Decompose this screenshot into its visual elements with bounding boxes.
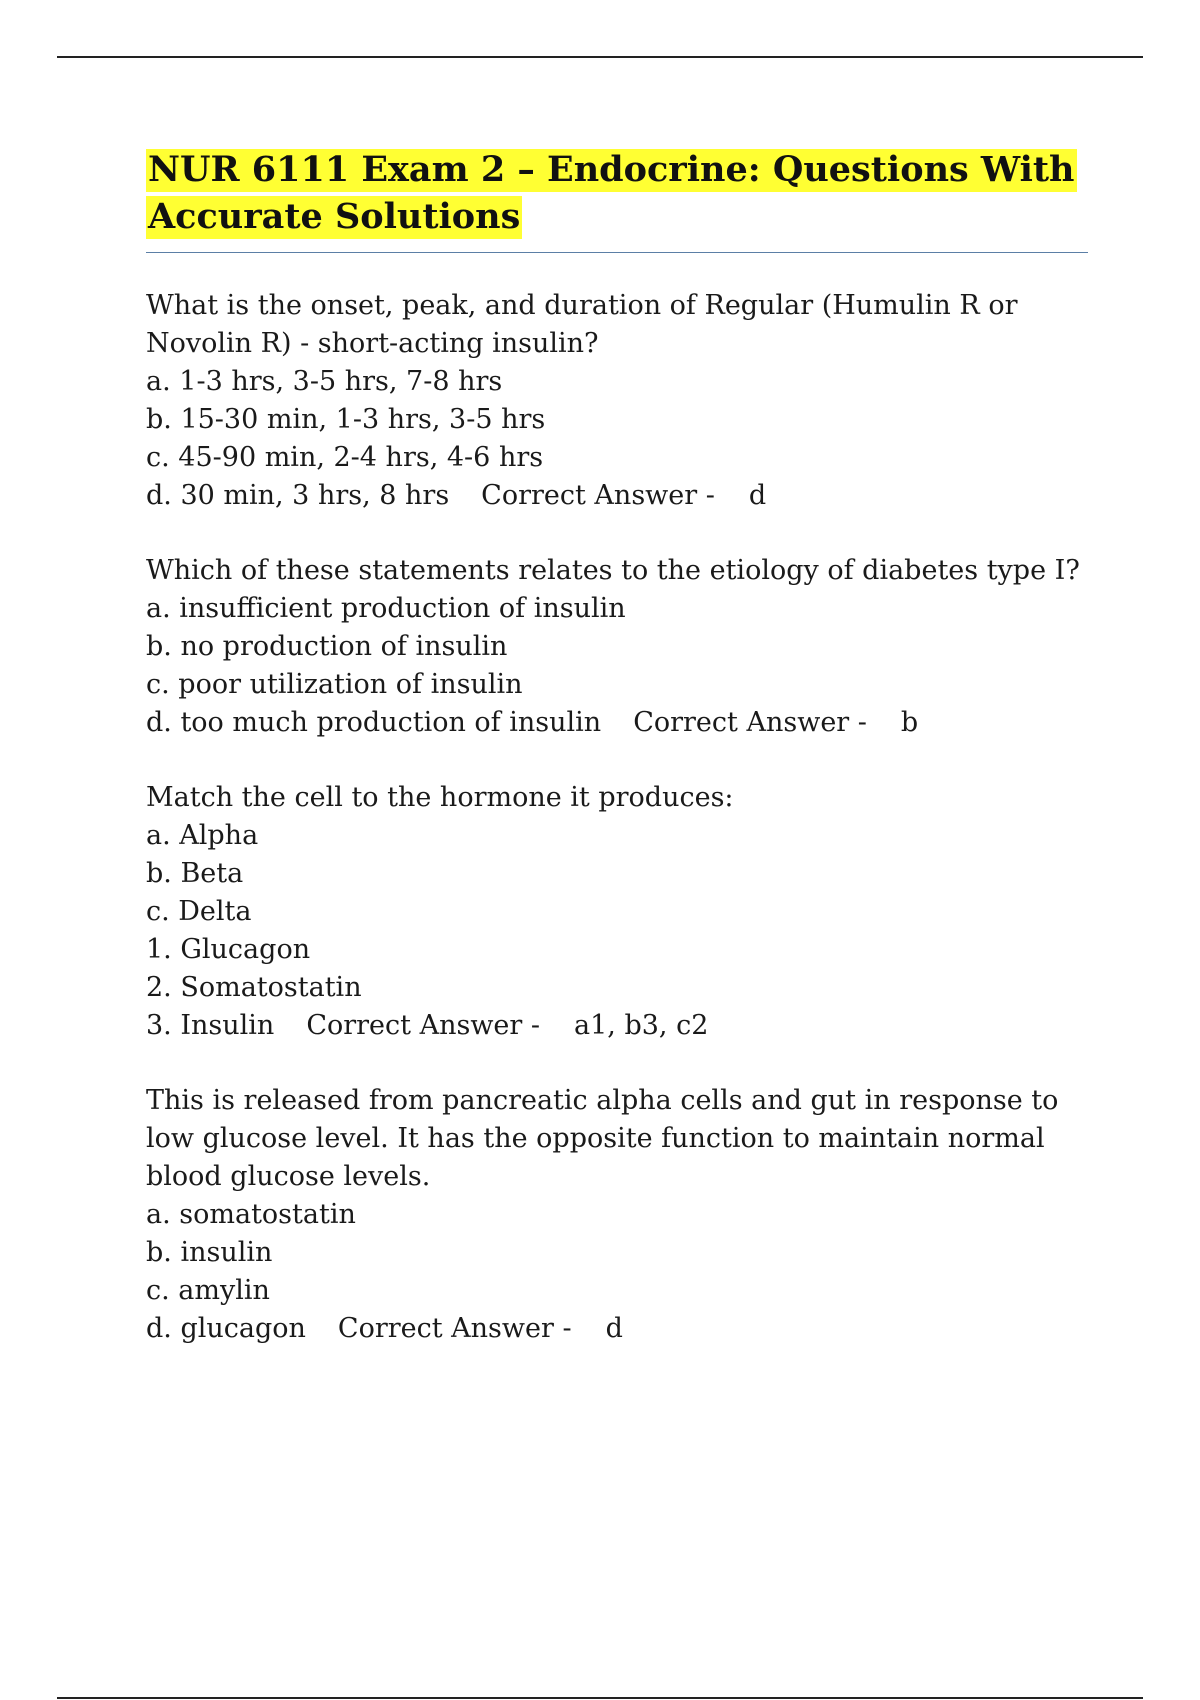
question-4-option-c: c. amylin (146, 1275, 270, 1306)
question-4-answer-label: Correct Answer - (337, 1313, 572, 1344)
question-2-text-line-1: Which of these statements relates to the etiology of diabetes type I? (146, 555, 1080, 586)
question-1-option-b: b. 15-30 min, 1-3 hrs, 3-5 hrs (146, 404, 546, 435)
question-2-answer-label: Correct Answer - (633, 707, 867, 738)
question-4-answer-value: d (605, 1313, 623, 1344)
question-2-option-d-line (146, 704, 1088, 742)
question-1-option-d-line (146, 477, 1088, 515)
question-1-option-a: a. 1-3 hrs, 3-5 hrs, 7-8 hrs (146, 366, 503, 397)
question-1-text-line-1: What is the onset, peak, and duration of Regular (Humulin R or (146, 290, 1018, 321)
question-3-option-1: 1. Glucagon (146, 934, 311, 965)
question-2-option-d: d. too much production of insulin (146, 707, 602, 738)
question-3-option-b: b. Beta (146, 858, 244, 889)
question-4-text-line-1: This is released from pancreatic alpha cells and gut in response to (146, 1085, 1059, 1116)
question-4-option-d-line (146, 1310, 1088, 1348)
question-3-answer-label: Correct Answer - (306, 1010, 541, 1041)
question-4-text-line-3: blood glucose levels. (146, 1161, 431, 1192)
page-top-rule (57, 56, 1143, 58)
question-1 (146, 287, 1088, 515)
question-3-option-3: 3. Insulin (146, 1010, 275, 1041)
question-3-option-a: a. Alpha (146, 820, 259, 851)
question-3-option-2: 2. Somatostatin (146, 972, 362, 1003)
title-underline (146, 252, 1088, 253)
question-4-option-d: d. glucagon (146, 1313, 306, 1344)
question-3-text-line-1: Match the cell to the hormone it produces: (146, 782, 734, 813)
question-3 (146, 779, 1088, 1045)
document-title (146, 146, 1088, 240)
page-bottom-rule (57, 1697, 1143, 1699)
question-1-answer-value: d (748, 480, 767, 511)
document-body (146, 146, 1088, 1348)
question-4-option-a: a. somatostatin (146, 1199, 356, 1230)
question-3-option-3-line (146, 1007, 1088, 1045)
question-2-answer-value: b (900, 707, 919, 738)
question-2-option-b: b. no production of insulin (146, 631, 508, 662)
question-1-option-c: c. 45-90 min, 2-4 hrs, 4-6 hrs (146, 442, 544, 473)
question-3-option-c: c. Delta (146, 896, 252, 927)
title-line-2: Accurate Solutions (148, 196, 521, 237)
question-1-answer-label: Correct Answer - (481, 480, 715, 511)
question-3-answer-value: a1, b3, c2 (574, 1010, 709, 1041)
question-4 (146, 1082, 1088, 1348)
question-2-option-c: c. poor utilization of insulin (146, 669, 523, 700)
question-2 (146, 552, 1088, 742)
question-4-option-b: b. insulin (146, 1237, 273, 1268)
question-1-text-line-2: Novolin R) - short-acting insulin? (146, 328, 599, 359)
question-2-option-a: a. insufficient production of insulin (146, 593, 626, 624)
question-4-text-line-2: low glucose level. It has the opposite function to maintain normal (146, 1123, 1045, 1154)
question-1-option-d: d. 30 min, 3 hrs, 8 hrs (146, 480, 450, 511)
title-line-1: NUR 6111 Exam 2 – Endocrine: Questions With (148, 149, 1075, 190)
